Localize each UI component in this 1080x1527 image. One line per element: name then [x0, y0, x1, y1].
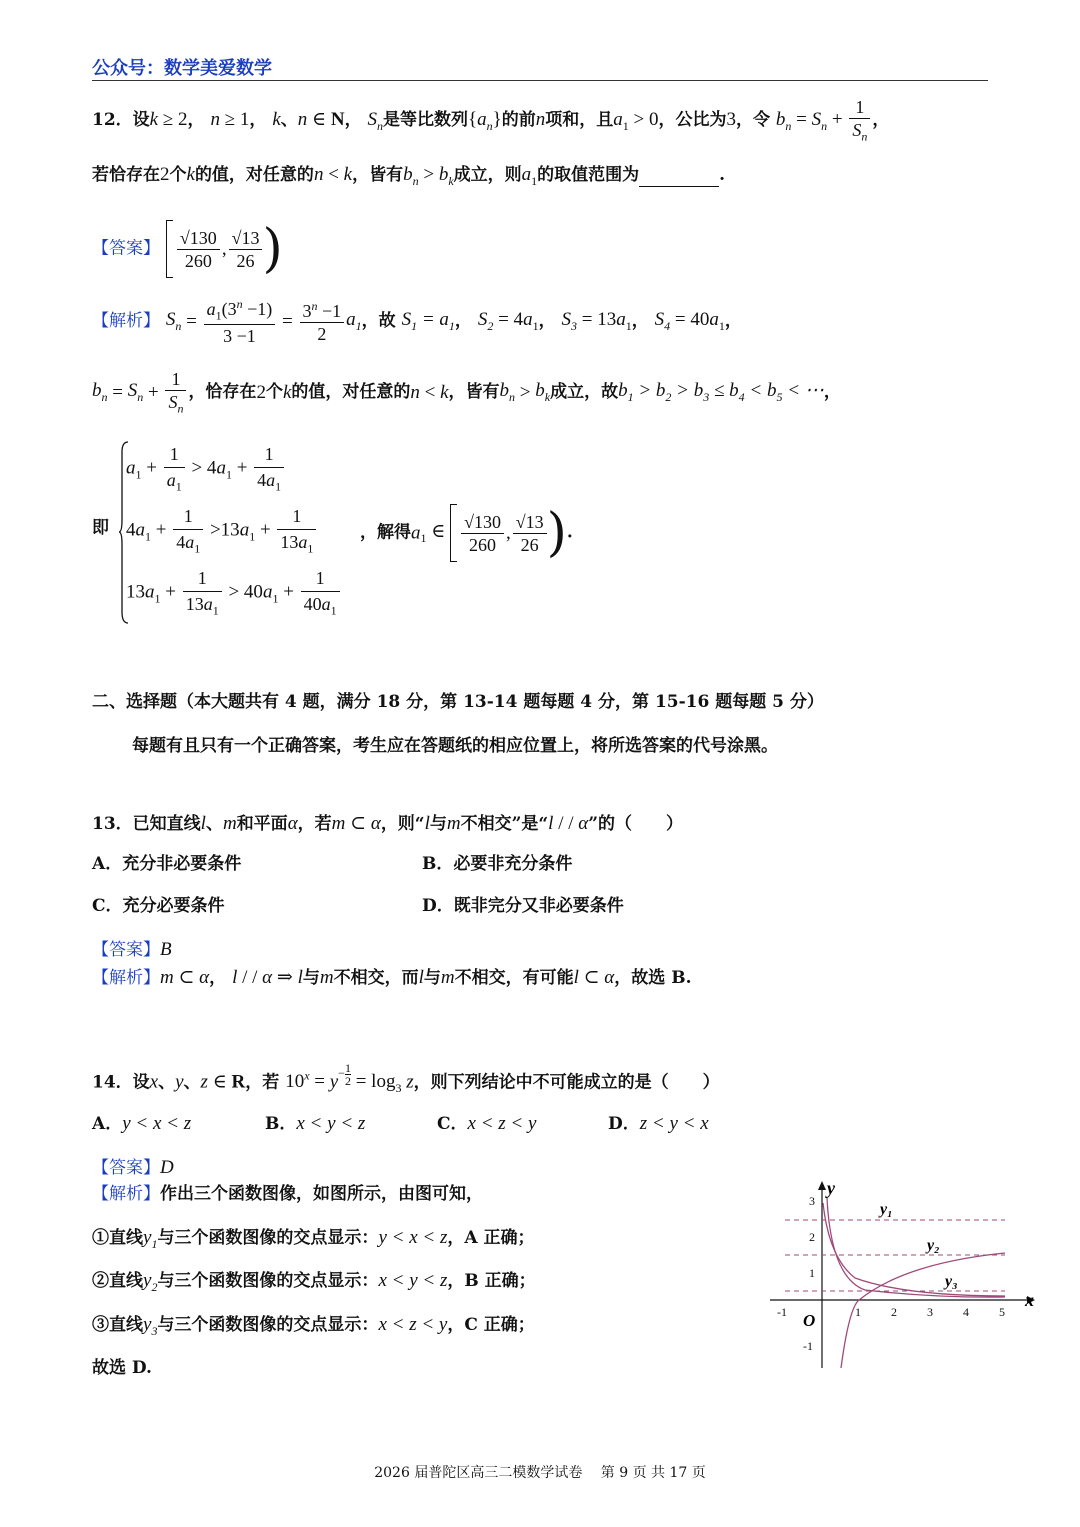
header-title: 公众号：数学美爱数学 — [92, 58, 272, 79]
curve-power — [827, 1198, 1005, 1297]
q14-option-c: C．x < z < y — [437, 1113, 537, 1134]
q14-answer: 【答案】D — [92, 1157, 174, 1178]
q14-option-b: B．x < y < z — [265, 1113, 366, 1134]
xtick-label: 5 — [999, 1305, 1005, 1319]
curve-log — [841, 1253, 1005, 1368]
function-graph — [765, 1178, 1045, 1373]
curve-label-y3: y₃ — [945, 1273, 958, 1290]
curve-label-y2: y₂ — [927, 1237, 940, 1254]
section-title: 二、选择题（本大题共有 4 题，满分 18 分，第 13-14 题每题 4 分，第 15-16 题每题 5 分） — [92, 692, 824, 712]
ytick-label: 2 — [809, 1230, 815, 1244]
q12-solution-line2: $b_n = S_n$ + $\frac{1}{S_n}$ ，恰存在2个k的值，对任意的n < k，皆有$b_n > b_k$成立，故$b_1 > b_2 > b_3 \le b_4 < b_5$ < ⋯， — [92, 369, 841, 416]
xtick-label: 4 — [963, 1305, 969, 1319]
inequality-system — [118, 440, 358, 625]
q14-option-a: A．y < x < z — [92, 1113, 192, 1134]
xtick-label: 1 — [855, 1305, 861, 1319]
x-axis-label: x — [1025, 1290, 1034, 1310]
header-divider — [92, 80, 988, 81]
ytick-label: -1 — [803, 1339, 813, 1353]
q13-analysis: 【解析】m ⊂ α， l / / α ⇒ l与m不相交，而l与m不相交，有可能l ⊂ α，故选 B. — [92, 967, 692, 988]
answer-blank — [639, 170, 719, 187]
y-axis-label: y — [827, 1178, 835, 1198]
system-solution: ，解得$a_1$ ∈ $\frac{√130}{260}$ , $\frac{√13}{26}$ ). — [360, 503, 573, 563]
q14-stem: 14．设x、y、z ∈ R，若 $10^x = y^{- \frac{1}{2}}$ = $\log_3 z$，则下列结论中不可能成立的是（ ） — [92, 1061, 720, 1096]
xtick-label: -1 — [777, 1305, 787, 1319]
system-lead: 即 — [92, 518, 109, 538]
q13-answer: 【答案】B — [92, 939, 172, 960]
q12-answer: 【答案】 $\frac{√130}{260}$ , $\frac{√13}{26}$ ) — [92, 219, 283, 279]
curve-label-y1: y₁ — [880, 1201, 893, 1218]
xtick-label: 2 — [891, 1305, 897, 1319]
q13-option-d: D．既非完分又非必要条件 — [422, 896, 624, 916]
q13-stem: 13．已知直线l、m和平面α，若m ⊂ α，则“l与m不相交”是“l / / α”的（ ） — [92, 813, 684, 834]
ytick-label: 1 — [809, 1266, 815, 1280]
q13-option-a: A．充分非必要条件 — [92, 854, 242, 874]
q12-line1: 12．设k ≥ 2， n ≥ 1， k、n ∈ N， $S_n$是等比数列$\{a_n\}$的前n项和，且$a_1 > 0$，公比为3，令 $b_n = S_n$ + $\frac{1}{S_n}$ ， — [92, 97, 890, 144]
ytick-label: 3 — [809, 1194, 815, 1208]
q14-step-1: ①直线$y_1$与三个函数图像的交点显示：y < x < z，A 正确； — [92, 1227, 535, 1251]
q14-step-2: ②直线$y_2$与三个函数图像的交点显示：x < y < z，B 正确； — [92, 1270, 536, 1294]
q13-option-c: C．充分必要条件 — [92, 896, 225, 916]
q12-line2: 若恰存在2个k的值，对任意的n < k，皆有$b_n > b_k$成立，则$a_1$的取值范围为 . — [92, 164, 726, 188]
q14-step-3: ③直线$y_3$与三个函数图像的交点显示：x < z < y，C 正确； — [92, 1314, 535, 1338]
q14-option-d: D．z < y < x — [608, 1113, 709, 1134]
inequality-row-1: $a_1$ + $\frac{1}{a_1}$ > $4a_1$ + $\frac{1}{4a_1}$ — [126, 444, 286, 495]
inequality-row-3: $13a_1$ + $\frac{1}{13a_1}$ > $40a_1$ + $\frac{1}{40a_1}$ — [126, 568, 342, 619]
curve-exponential — [823, 1203, 1005, 1296]
q14-conclusion: 故选 D. — [92, 1358, 152, 1378]
y-axis-arrow-icon — [818, 1181, 826, 1190]
q12-solution-line1: 【解析】 $S_n$ = $\frac{a_1(3^n -1)}{3 -1}$ = $\frac{3^n -1}{2}$ $a_1$，故 $S_1 = a_1$， $S_2 = 4a_1$， $S_3 = 13a_1$， $S_4 = 40a_1$， — [92, 297, 742, 346]
page-footer: 2026 届普陀区高三二模数学试卷 第 9 页 共 17 页 — [374, 1465, 706, 1481]
q14-analysis: 【解析】作出三个函数图像，如图所示，由图可知， — [92, 1184, 483, 1204]
q13-option-b: B．必要非充分条件 — [422, 854, 573, 874]
inequality-row-2: $4a_1$ + $\frac{1}{4a_1}$ $>13a_1$ + $\frac{1}{13a_1}$ — [126, 506, 318, 557]
xtick-label: 3 — [927, 1305, 933, 1319]
section-note: 每题有且只有一个正确答案，考生应在答题纸的相应位置上，将所选答案的代号涂黑。 — [132, 736, 778, 756]
origin-label: O — [803, 1311, 816, 1330]
